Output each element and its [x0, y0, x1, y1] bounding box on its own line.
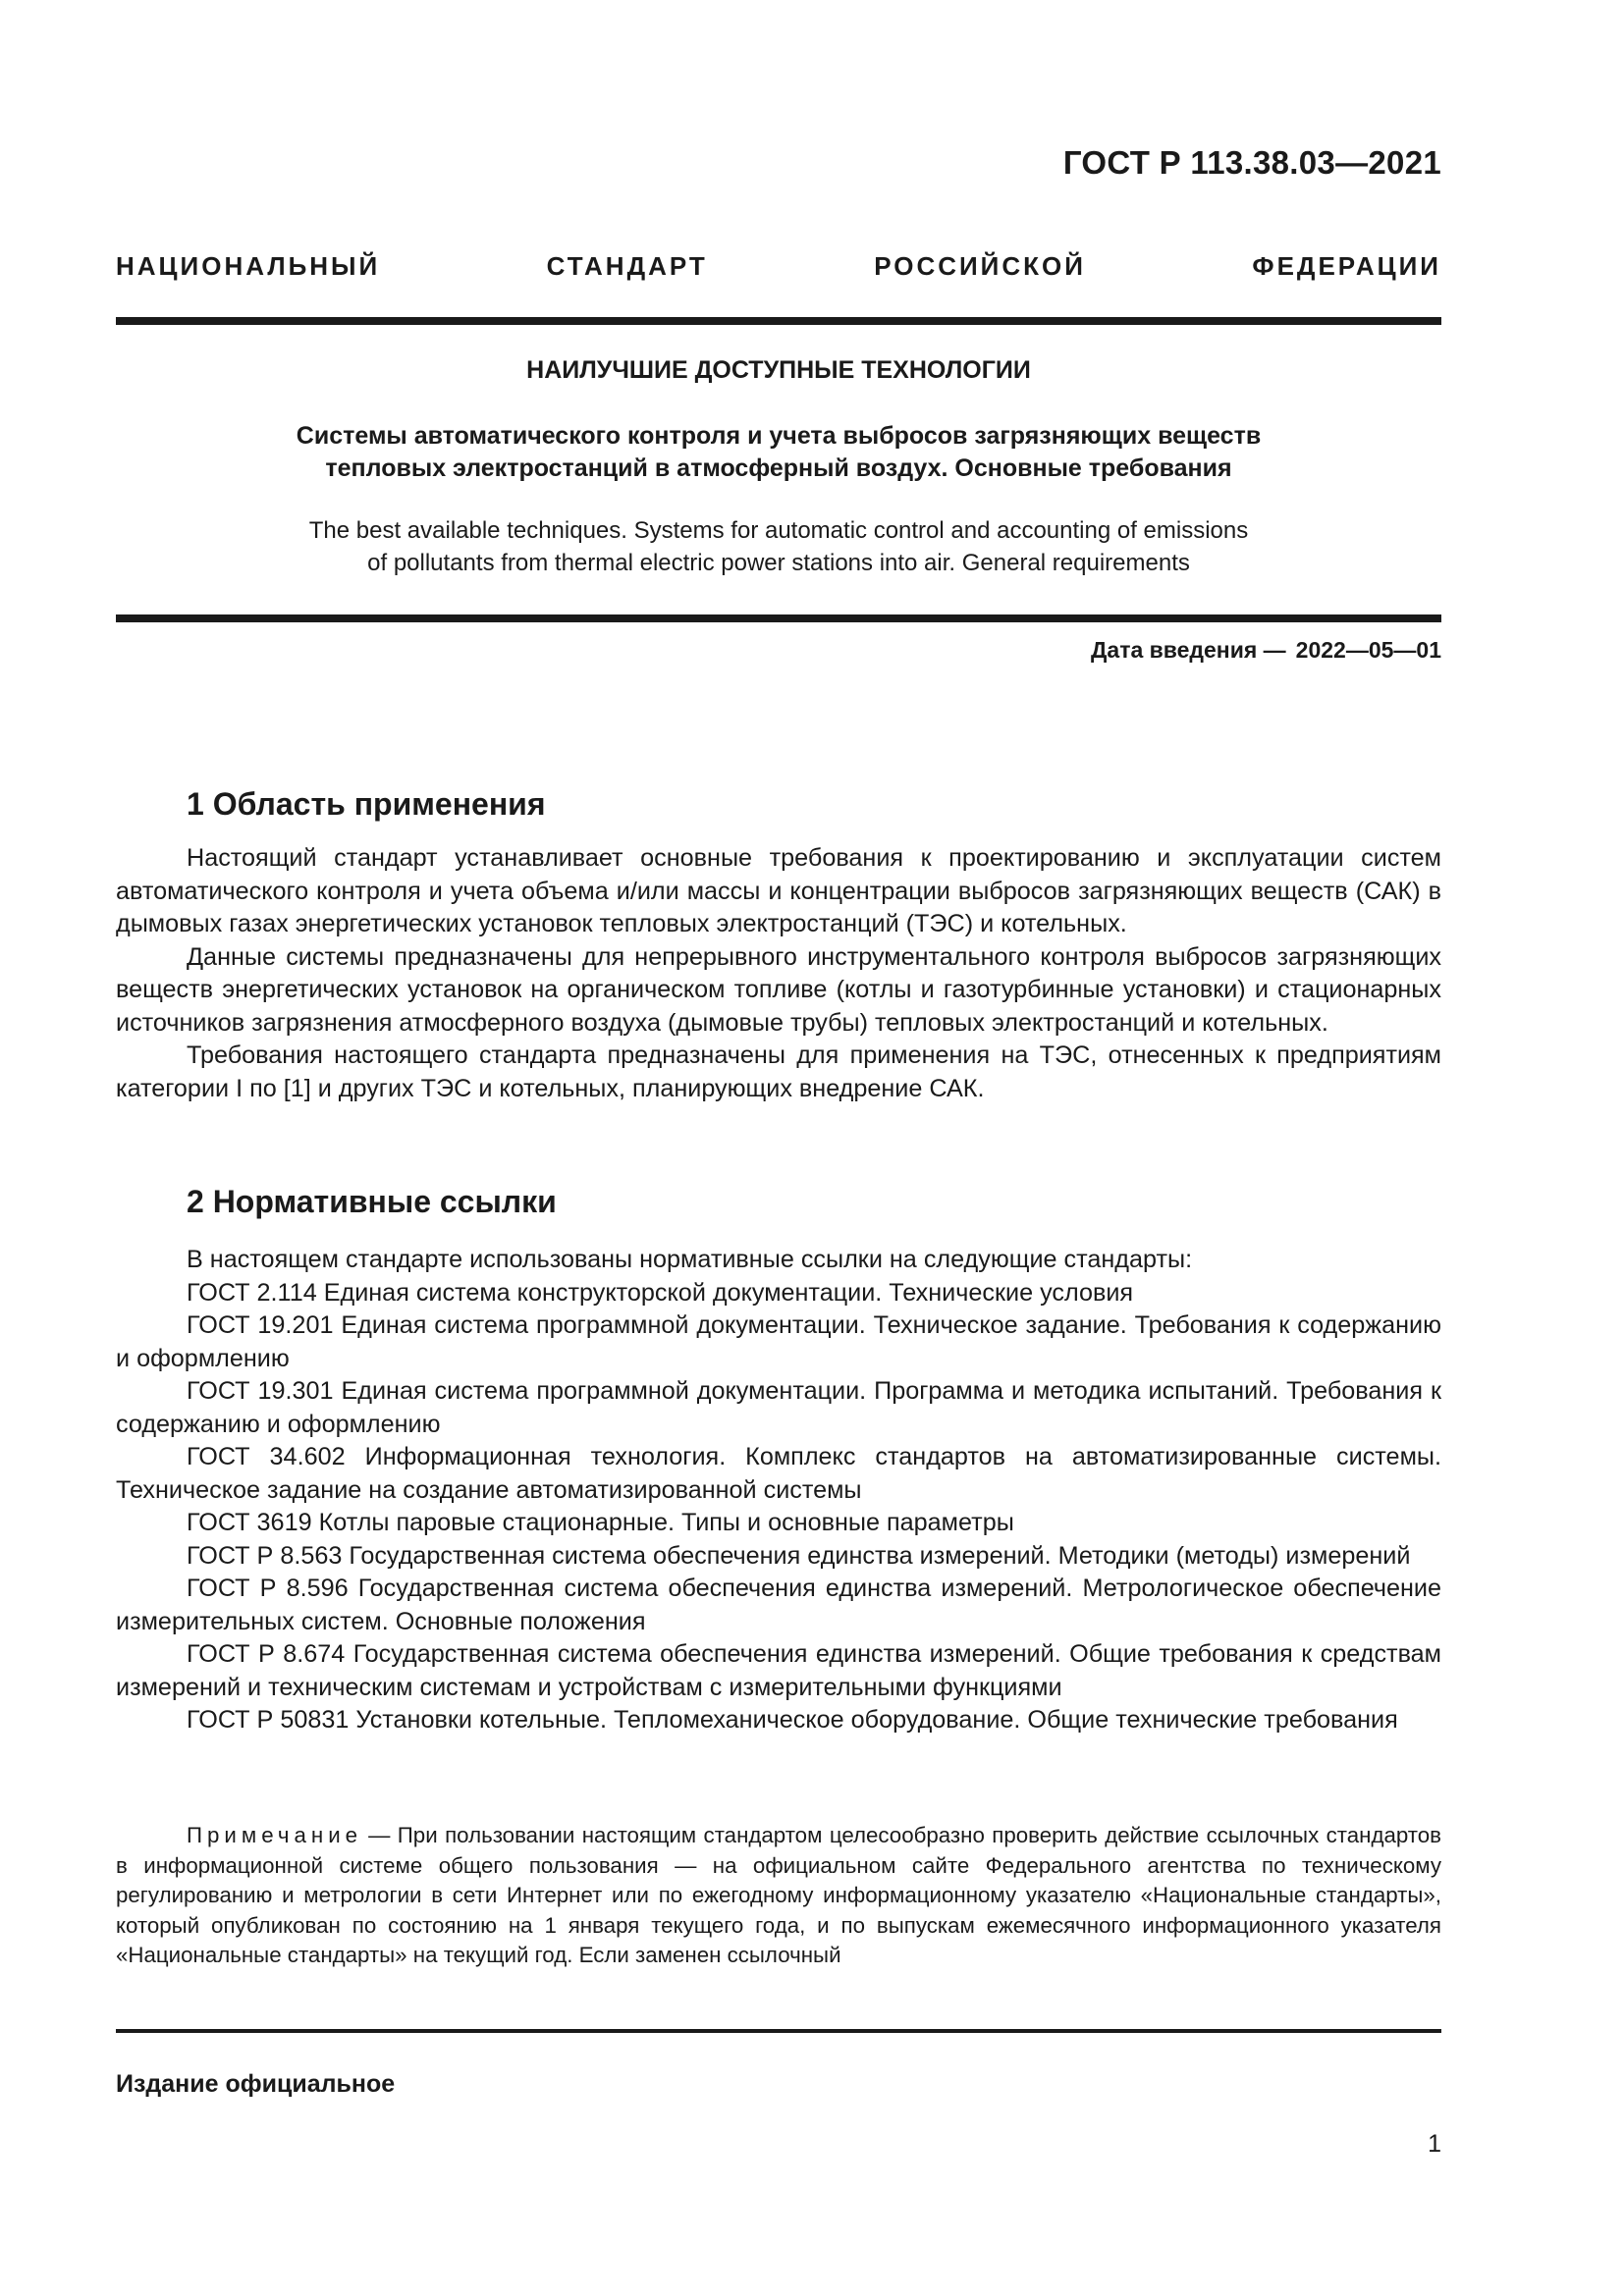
note-block: [116, 1821, 1441, 1971]
official-edition-label: Издание официальное: [116, 2070, 396, 2098]
introduction-date-label: Дата введения —: [1091, 637, 1286, 663]
title-english-line-1: The best available techniques. Systems for automatic control and accounting of emissions: [308, 517, 1249, 544]
reference-item: ГОСТ Р 50831 Установки котельные. Тепломеханическое оборудование. Общие технические требования: [187, 1706, 1398, 1734]
standard-series: НАИЛУЧШИЕ ДОСТУПНЫЕ ТЕХНОЛОГИИ: [526, 356, 1031, 384]
title-russian-line-2: тепловых электростанций в атмосферный воздух. Основные требования: [325, 454, 1232, 482]
introduction-date: [1091, 637, 1441, 664]
reference-item: ГОСТ 34.602 Информационная технология. Комплекс стандартов на автоматизированные системы. Техническое задание на создание автоматизированной системы: [116, 1443, 1441, 1504]
document-code: ГОСТ Р 113.38.03—2021: [1062, 144, 1441, 181]
reference-item: ГОСТ Р 8.596 Государственная система обеспечения единства измерений. Метрологическое обеспечение измерительных систем. Основные положения: [116, 1575, 1441, 1635]
national-standard-banner: НАЦИОНАЛЬНЫЙ СТАНДАРТ РОССИЙСКОЙ ФЕДЕРАЦИИ: [116, 251, 1441, 281]
reference-item: ГОСТ 19.301 Единая система программной документации. Программа и методика испытаний. Требования к содержанию и оформлению: [116, 1377, 1441, 1438]
section-2-body: [116, 1244, 1441, 1737]
paragraph: В настоящем стандарте использованы нормативные ссылки на следующие стандарты:: [187, 1246, 1193, 1273]
introduction-date-value: 2022—05—01: [1295, 637, 1441, 663]
paragraph: Требования настоящего стандарта предназначены для применения на ТЭС, отнесенных к предприятиям категории I по [1] и других ТЭС и котельных, планирующих внедрение САК.: [116, 1041, 1441, 1102]
header-rule: [116, 317, 1441, 325]
reference-item: ГОСТ Р 8.674 Государственная система обеспечения единства измерений. Общие требования к средствам измерений и техническим системам и устройствам с измерительными функциями: [116, 1640, 1441, 1701]
footer-rule: [116, 2029, 1441, 2033]
note-label: Примечание: [187, 1823, 363, 1847]
section-1-heading: 1 Область применения: [187, 786, 546, 822]
reference-item: ГОСТ 2.114 Единая система конструкторской документации. Технические условия: [187, 1278, 1134, 1307]
paragraph: Настоящий стандарт устанавливает основные требования к проектированию и эксплуатации систем автоматического контроля и учета объема и/или массы и концентрации выбросов загрязняющих веществ (САК) в дымовых газах энергетических установок тепловых электростанций (ТЭС) и котельных.: [116, 844, 1441, 937]
title-english-line-2: of pollutants from thermal electric power stations into air. General requirements: [367, 550, 1190, 576]
title-russian: [116, 420, 1441, 485]
page-number: 1: [1428, 2130, 1441, 2158]
section-2-heading: 2 Нормативные ссылки: [187, 1184, 557, 1219]
reference-item: ГОСТ Р 8.563 Государственная система обеспечения единства измерений. Методики (методы) измерений: [187, 1541, 1411, 1570]
reference-item: ГОСТ 3619 Котлы паровые стационарные. Типы и основные параметры: [187, 1509, 1014, 1536]
paragraph: Данные системы предназначены для непрерывного инструментального контроля выбросов загрязняющих веществ энергетических установок на органическом топливе (котлы и газотурбинные установки) и стационарных источников загрязнения атмосферного воздуха (дымовые трубы) тепловых электростанций и котельных.: [116, 942, 1441, 1037]
title-english: [116, 514, 1441, 579]
section-1-body: [116, 842, 1441, 1105]
note-text: — При пользовании настоящим стандартом целесообразно проверить действие ссылочных стандартов в информационной системе общего пользования — на официальном сайте Федерального агентства по техническому регулированию и метрологии в сети Интернет или по ежегодному информационному указателю «Национальные стандарты», который опубликован по состоянию на 1 января текущего года, и по выпускам ежемесячного информационного указателя «Национальные стандарты» на текущий год. Если заменен ссылочный: [116, 1823, 1441, 1967]
title-russian-line-1: Системы автоматического контроля и учета выбросов загрязняющих веществ: [296, 422, 1262, 450]
title-rule: [116, 614, 1441, 622]
note-paragraph: [116, 1821, 1441, 1971]
reference-item: ГОСТ 19.201 Единая система программной документации. Техническое задание. Требования к содержанию и оформлению: [116, 1311, 1441, 1372]
